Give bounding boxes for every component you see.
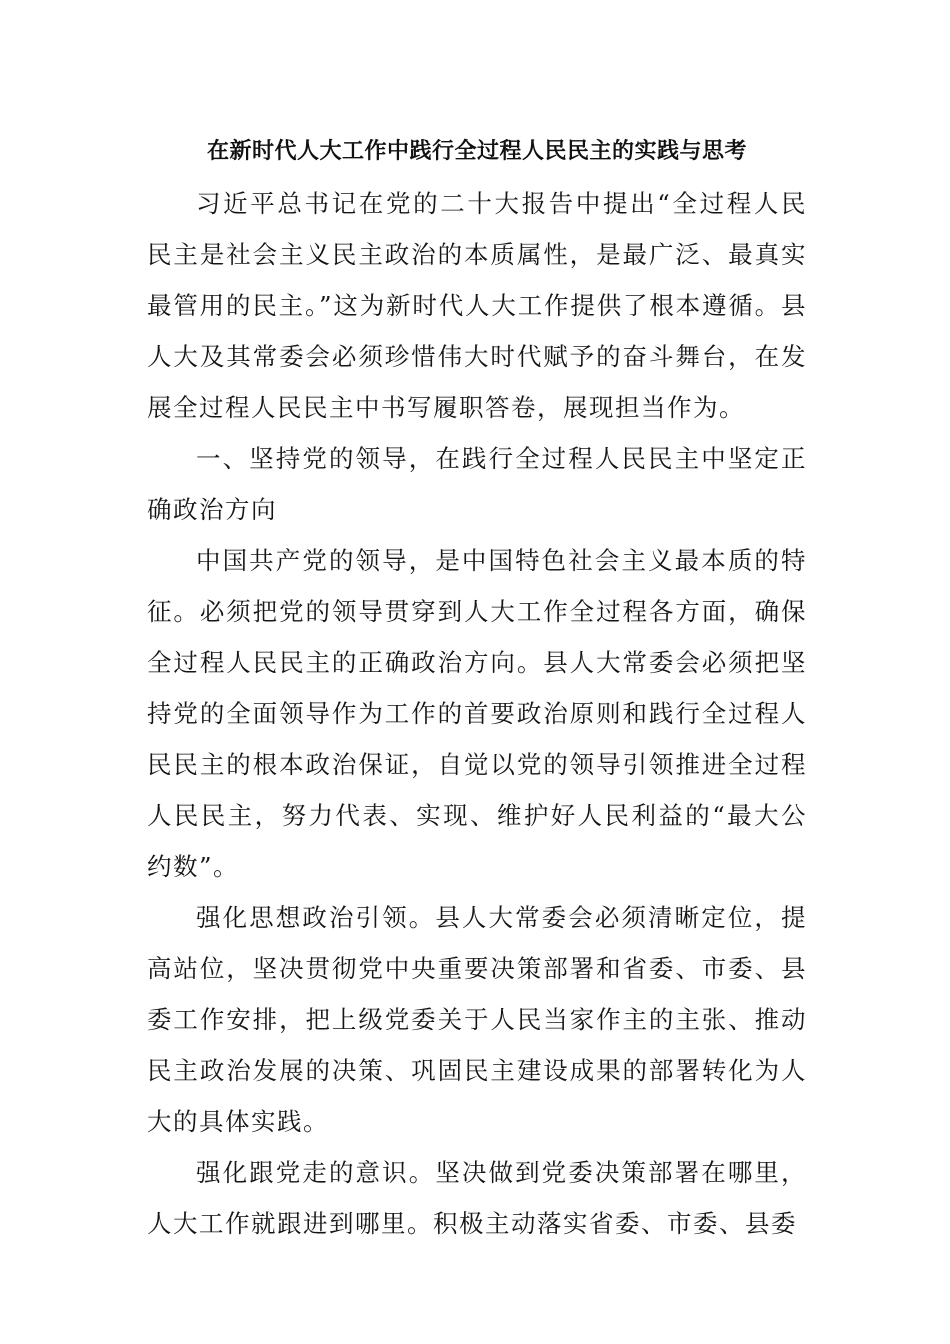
paragraph-political-guidance: 强化思想政治引领。县人大常委会必须清晰定位，提高站位，坚决贯彻党中央重要决策部署和省委、市委、县委工作安排，把上级党委关于人民当家作主的主张、推动民主政治发展的决策、巩固民主建设成果的部署转化为人大的具体实践。 bbox=[147, 903, 807, 1136]
section-heading-1: 一、坚持党的领导，在践行全过程人民民主中坚定正确政治方向 bbox=[147, 444, 807, 524]
document-title: 在新时代人大工作中践行全过程人民民主的实践与思考 bbox=[206, 138, 747, 164]
paragraph-intro: 习近平总书记在党的二十大报告中提出“全过程人民民主是社会主义民主政治的本质属性，是最广泛、最真实最管用的民主。”这为新时代人大工作提供了根本遵循。县人大及其常委会必须珍惜伟大时代赋予的奋斗舞台，在发展全过程人民民主中书写履职答卷，展现担当作为。 bbox=[147, 189, 807, 422]
paragraph-follow-party: 强化跟党走的意识。坚决做到党委决策部署在哪里，人大工作就跟进到哪里。积极主动落实省委、市委、县委 bbox=[147, 1158, 807, 1238]
paragraph-party-leadership: 中国共产党的领导，是中国特色社会主义最本质的特征。必须把党的领导贯穿到人大工作全过程各方面，确保全过程人民民主的正确政治方向。县人大常委会必须把坚持党的全面领导作为工作的首要政治原则和践行全过程人民民主的根本政治保证，自觉以党的领导引领推进全过程人民民主，努力代表、实现、维护好人民利益的“最大公约数”。 bbox=[147, 546, 807, 881]
document-body bbox=[147, 128, 807, 1249]
